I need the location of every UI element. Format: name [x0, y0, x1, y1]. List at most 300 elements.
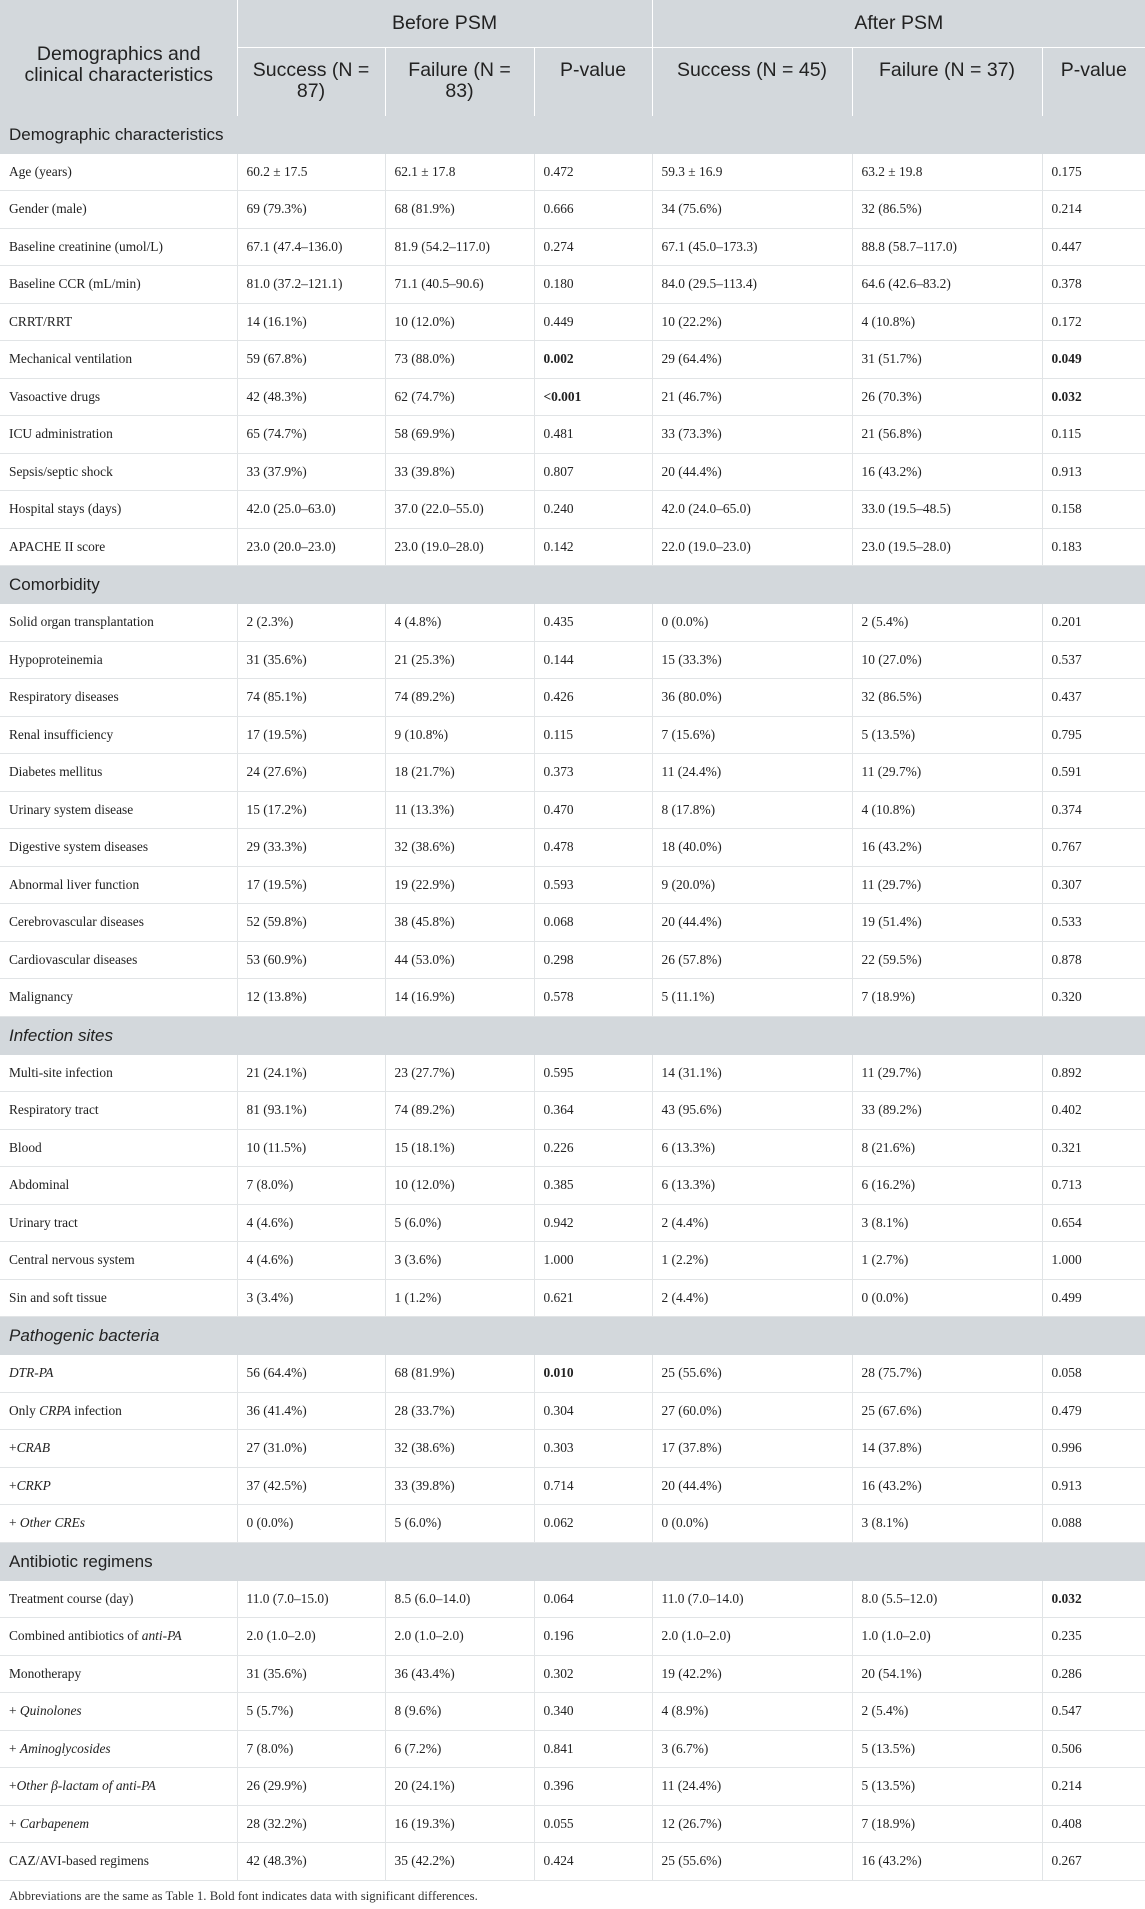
after-failure-cell: 2 (5.4%): [852, 604, 1042, 641]
row-label-part: +: [9, 1703, 20, 1719]
after-success-cell: 2 (4.4%): [652, 1279, 852, 1317]
after-failure-cell: 7 (18.9%): [852, 1805, 1042, 1843]
before-pvalue-cell: 0.226: [534, 1129, 652, 1167]
before-pvalue-cell: 0.595: [534, 1055, 652, 1092]
table-row: [0, 1467, 1145, 1505]
before-failure-cell: 38 (45.8%): [385, 904, 534, 942]
before-success-cell: 17 (19.5%): [237, 866, 385, 904]
row-label: Abdominal: [0, 1167, 237, 1205]
before-success-cell: 29 (33.3%): [237, 829, 385, 867]
before-success-cell: 5 (5.7%): [237, 1693, 385, 1731]
row-label: CAZ/AVI-based regimens: [0, 1843, 237, 1881]
row-label: Hypoproteinemia: [0, 641, 237, 679]
after-failure-cell: 5 (13.5%): [852, 1768, 1042, 1806]
row-label: Respiratory tract: [0, 1092, 237, 1130]
before-failure-cell: 62.1 ± 17.8: [385, 154, 534, 191]
before-pvalue-cell: 0.304: [534, 1392, 652, 1430]
table-row: [0, 191, 1145, 229]
row-label: Abnormal liver function: [0, 866, 237, 904]
after-success-cell: 20 (44.4%): [652, 904, 852, 942]
before-pvalue-cell: 0.142: [534, 528, 652, 566]
before-pvalue-cell: 0.942: [534, 1204, 652, 1242]
before-pvalue-cell: 0.002: [534, 341, 652, 379]
before-pvalue-cell: 0.666: [534, 191, 652, 229]
before-pvalue-cell: 0.449: [534, 303, 652, 341]
before-pvalue-cell: 0.298: [534, 941, 652, 979]
before-failure-cell: 44 (53.0%): [385, 941, 534, 979]
after-pvalue-cell: 0.499: [1042, 1279, 1145, 1317]
after-success-cell: 2 (4.4%): [652, 1204, 852, 1242]
after-failure-cell: 19 (51.4%): [852, 904, 1042, 942]
before-success-cell: 56 (64.4%): [237, 1355, 385, 1392]
after-pvalue-cell: 0.654: [1042, 1204, 1145, 1242]
before-success-cell: 31 (35.6%): [237, 1655, 385, 1693]
table-row: [0, 1618, 1145, 1656]
row-label-italic-part: CRKP: [16, 1477, 51, 1493]
before-pvalue-cell: <0.001: [534, 378, 652, 416]
before-pvalue-cell: 0.424: [534, 1843, 652, 1881]
before-success-cell: 0 (0.0%): [237, 1505, 385, 1543]
after-success-cell: 33 (73.3%): [652, 416, 852, 454]
after-success-cell: 11.0 (7.0–14.0): [652, 1581, 852, 1618]
after-success-cell: 6 (13.3%): [652, 1167, 852, 1205]
section-header-row: [0, 566, 1145, 605]
row-label-italic-part: Aminoglycosides: [19, 1740, 111, 1756]
before-pvalue-cell: 0.593: [534, 866, 652, 904]
before-failure-cell: 68 (81.9%): [385, 1355, 534, 1392]
before-success-cell: 33 (37.9%): [237, 453, 385, 491]
row-label-italic-part: Other β-lactam of anti-PA: [16, 1778, 156, 1794]
after-success-cell: 18 (40.0%): [652, 829, 852, 867]
table-row: [0, 528, 1145, 566]
after-success-cell: 20 (44.4%): [652, 1467, 852, 1505]
table-row: [0, 1505, 1145, 1543]
section-title: Infection sites: [0, 1016, 1145, 1055]
row-label: [0, 1805, 237, 1843]
before-success-cell: 15 (17.2%): [237, 791, 385, 829]
before-success-cell: 52 (59.8%): [237, 904, 385, 942]
before-pvalue-cell: 0.385: [534, 1167, 652, 1205]
row-label: Sin and soft tissue: [0, 1279, 237, 1317]
before-success-cell: 2 (2.3%): [237, 604, 385, 641]
after-pvalue-cell: 0.201: [1042, 604, 1145, 641]
after-pvalue-cell: 0.402: [1042, 1092, 1145, 1130]
after-failure-cell: 16 (43.2%): [852, 453, 1042, 491]
after-failure-cell: 23.0 (19.5–28.0): [852, 528, 1042, 566]
table-row: [0, 1581, 1145, 1618]
before-pvalue-cell: 0.302: [534, 1655, 652, 1693]
section-title: Pathogenic bacteria: [0, 1317, 1145, 1356]
table-row: [0, 754, 1145, 792]
before-success-cell: 23.0 (20.0–23.0): [237, 528, 385, 566]
after-pvalue-cell: 0.913: [1042, 1467, 1145, 1505]
before-failure-cell: 37.0 (22.0–55.0): [385, 491, 534, 529]
row-label: Respiratory diseases: [0, 679, 237, 717]
row-label: [0, 1618, 237, 1656]
after-failure-cell: 28 (75.7%): [852, 1355, 1042, 1392]
table-row: [0, 1430, 1145, 1468]
before-pvalue-cell: 0.062: [534, 1505, 652, 1543]
before-failure-cell: 8.5 (6.0–14.0): [385, 1581, 534, 1618]
before-failure-cell: 33 (39.8%): [385, 453, 534, 491]
table-row: [0, 491, 1145, 529]
before-failure-cell: 32 (38.6%): [385, 829, 534, 867]
before-failure-cell: 23.0 (19.0–28.0): [385, 528, 534, 566]
after-failure-cell: 88.8 (58.7–117.0): [852, 228, 1042, 266]
after-success-cell: 25 (55.6%): [652, 1355, 852, 1392]
before-failure-cell: 74 (89.2%): [385, 1092, 534, 1130]
before-failure-cell: 35 (42.2%): [385, 1843, 534, 1881]
before-failure-cell: 5 (6.0%): [385, 1204, 534, 1242]
table-row: [0, 1204, 1145, 1242]
before-success-cell: 28 (32.2%): [237, 1805, 385, 1843]
after-failure-cell: 14 (37.8%): [852, 1430, 1042, 1468]
after-pvalue-cell: 0.374: [1042, 791, 1145, 829]
before-failure-cell: 4 (4.8%): [385, 604, 534, 641]
row-label-part: Only: [9, 1402, 40, 1418]
before-success-cell: 4 (4.6%): [237, 1242, 385, 1280]
after-pvalue-cell: 0.183: [1042, 528, 1145, 566]
after-failure-cell: 33 (89.2%): [852, 1092, 1042, 1130]
table-row: [0, 416, 1145, 454]
before-failure-cell: 74 (89.2%): [385, 679, 534, 717]
header-before-failure: Failure (N = 83): [385, 48, 534, 116]
after-pvalue-cell: 0.115: [1042, 416, 1145, 454]
after-success-cell: 84.0 (29.5–113.4): [652, 266, 852, 304]
before-success-cell: 69 (79.3%): [237, 191, 385, 229]
after-failure-cell: 8 (21.6%): [852, 1129, 1042, 1167]
before-failure-cell: 9 (10.8%): [385, 716, 534, 754]
after-pvalue-cell: 0.378: [1042, 266, 1145, 304]
after-pvalue-cell: 0.547: [1042, 1693, 1145, 1731]
table-row: [0, 979, 1145, 1017]
row-label: Central nervous system: [0, 1242, 237, 1280]
after-success-cell: 22.0 (19.0–23.0): [652, 528, 852, 566]
after-success-cell: 34 (75.6%): [652, 191, 852, 229]
row-label: [0, 1467, 237, 1505]
row-label: DTR-PA: [0, 1355, 237, 1392]
after-failure-cell: 8.0 (5.5–12.0): [852, 1581, 1042, 1618]
after-failure-cell: 7 (18.9%): [852, 979, 1042, 1017]
row-label: Baseline CCR (mL/min): [0, 266, 237, 304]
after-success-cell: 20 (44.4%): [652, 453, 852, 491]
row-label: Baseline creatinine (umol/L): [0, 228, 237, 266]
before-pvalue-cell: 0.196: [534, 1618, 652, 1656]
after-success-cell: 11 (24.4%): [652, 1768, 852, 1806]
row-label-part: +: [9, 1440, 17, 1456]
after-pvalue-cell: 0.267: [1042, 1843, 1145, 1881]
after-success-cell: 11 (24.4%): [652, 754, 852, 792]
header-characteristics: Demographics and clinical characteristics: [0, 0, 237, 116]
row-label: [0, 1392, 237, 1430]
table-row: [0, 341, 1145, 379]
after-failure-cell: 11 (29.7%): [852, 866, 1042, 904]
row-label: Digestive system diseases: [0, 829, 237, 867]
before-failure-cell: 71.1 (40.5–90.6): [385, 266, 534, 304]
after-pvalue-cell: 0.214: [1042, 1768, 1145, 1806]
table-row: [0, 866, 1145, 904]
after-pvalue-cell: 0.320: [1042, 979, 1145, 1017]
after-pvalue-cell: 0.537: [1042, 641, 1145, 679]
before-pvalue-cell: 0.055: [534, 1805, 652, 1843]
before-success-cell: 67.1 (47.4–136.0): [237, 228, 385, 266]
before-success-cell: 26 (29.9%): [237, 1768, 385, 1806]
before-failure-cell: 10 (12.0%): [385, 303, 534, 341]
before-failure-cell: 62 (74.7%): [385, 378, 534, 416]
after-success-cell: 42.0 (24.0–65.0): [652, 491, 852, 529]
row-label: Blood: [0, 1129, 237, 1167]
before-pvalue-cell: 0.068: [534, 904, 652, 942]
row-label: Sepsis/septic shock: [0, 453, 237, 491]
before-success-cell: 10 (11.5%): [237, 1129, 385, 1167]
table-row: [0, 716, 1145, 754]
before-pvalue-cell: 0.364: [534, 1092, 652, 1130]
table-row: [0, 604, 1145, 641]
before-success-cell: 4 (4.6%): [237, 1204, 385, 1242]
row-label-part: +: [9, 1515, 20, 1531]
before-failure-cell: 5 (6.0%): [385, 1505, 534, 1543]
table-footnote: Abbreviations are the same as Table 1. Bold font indicates data with significant differences.: [9, 1888, 478, 1903]
after-pvalue-cell: 0.408: [1042, 1805, 1145, 1843]
after-pvalue-cell: 0.479: [1042, 1392, 1145, 1430]
after-failure-cell: 26 (70.3%): [852, 378, 1042, 416]
row-label: CRRT/RRT: [0, 303, 237, 341]
row-label-part: +: [9, 1778, 17, 1794]
section-header-row: [0, 1016, 1145, 1055]
before-pvalue-cell: 0.807: [534, 453, 652, 491]
before-success-cell: 37 (42.5%): [237, 1467, 385, 1505]
before-success-cell: 17 (19.5%): [237, 716, 385, 754]
after-failure-cell: 4 (10.8%): [852, 791, 1042, 829]
header-before-psm: Before PSM: [237, 0, 652, 48]
row-label: Hospital stays (days): [0, 491, 237, 529]
after-success-cell: 15 (33.3%): [652, 641, 852, 679]
before-success-cell: 74 (85.1%): [237, 679, 385, 717]
before-pvalue-cell: 0.144: [534, 641, 652, 679]
after-failure-cell: 11 (29.7%): [852, 1055, 1042, 1092]
after-failure-cell: 4 (10.8%): [852, 303, 1042, 341]
before-success-cell: 21 (24.1%): [237, 1055, 385, 1092]
table-row: [0, 378, 1145, 416]
after-success-cell: 3 (6.7%): [652, 1730, 852, 1768]
row-label: Mechanical ventilation: [0, 341, 237, 379]
table-row: [0, 1655, 1145, 1693]
after-success-cell: 7 (15.6%): [652, 716, 852, 754]
before-pvalue-cell: 0.435: [534, 604, 652, 641]
before-success-cell: 81.0 (37.2–121.1): [237, 266, 385, 304]
row-label: Solid organ transplantation: [0, 604, 237, 641]
after-pvalue-cell: 0.172: [1042, 303, 1145, 341]
after-failure-cell: 31 (51.7%): [852, 341, 1042, 379]
before-pvalue-cell: 0.578: [534, 979, 652, 1017]
table-header: [0, 0, 1145, 116]
row-label: Cardiovascular diseases: [0, 941, 237, 979]
table-row: [0, 941, 1145, 979]
after-pvalue-cell: 0.088: [1042, 1505, 1145, 1543]
after-success-cell: 26 (57.8%): [652, 941, 852, 979]
after-failure-cell: 5 (13.5%): [852, 1730, 1042, 1768]
row-label: [0, 1430, 237, 1468]
after-pvalue-cell: 0.533: [1042, 904, 1145, 942]
before-success-cell: 53 (60.9%): [237, 941, 385, 979]
after-failure-cell: 3 (8.1%): [852, 1204, 1042, 1242]
after-success-cell: 59.3 ± 16.9: [652, 154, 852, 191]
after-failure-cell: 3 (8.1%): [852, 1505, 1042, 1543]
row-label-part: infection: [70, 1402, 122, 1418]
after-success-cell: 2.0 (1.0–2.0): [652, 1618, 852, 1656]
after-pvalue-cell: 0.878: [1042, 941, 1145, 979]
row-label-italic-part: CRPA: [39, 1402, 71, 1418]
row-label-part: +: [9, 1740, 20, 1756]
after-success-cell: 14 (31.1%): [652, 1055, 852, 1092]
section-header-row: [0, 116, 1145, 154]
before-failure-cell: 6 (7.2%): [385, 1730, 534, 1768]
before-success-cell: 81 (93.1%): [237, 1092, 385, 1130]
after-failure-cell: 1.0 (1.0–2.0): [852, 1618, 1042, 1656]
before-success-cell: 42 (48.3%): [237, 378, 385, 416]
before-failure-cell: 58 (69.9%): [385, 416, 534, 454]
after-pvalue-cell: 0.235: [1042, 1618, 1145, 1656]
after-success-cell: 29 (64.4%): [652, 341, 852, 379]
row-label: Monotherapy: [0, 1655, 237, 1693]
before-failure-cell: 73 (88.0%): [385, 341, 534, 379]
table-row: [0, 679, 1145, 717]
after-failure-cell: 6 (16.2%): [852, 1167, 1042, 1205]
table-row: [0, 303, 1145, 341]
row-label: Renal insufficiency: [0, 716, 237, 754]
before-success-cell: 2.0 (1.0–2.0): [237, 1618, 385, 1656]
table-row: [0, 1129, 1145, 1167]
table-row: [0, 154, 1145, 191]
table-row: [0, 1392, 1145, 1430]
after-success-cell: 9 (20.0%): [652, 866, 852, 904]
section-title: Demographic characteristics: [0, 116, 1145, 154]
after-pvalue-cell: 0.713: [1042, 1167, 1145, 1205]
section-title: Antibiotic regimens: [0, 1542, 1145, 1581]
after-failure-cell: 5 (13.5%): [852, 716, 1042, 754]
before-failure-cell: 23 (27.7%): [385, 1055, 534, 1092]
before-success-cell: 14 (16.1%): [237, 303, 385, 341]
table-row: [0, 1693, 1145, 1731]
after-success-cell: 0 (0.0%): [652, 604, 852, 641]
row-label: Treatment course (day): [0, 1581, 237, 1618]
row-label: Multi-site infection: [0, 1055, 237, 1092]
after-pvalue-cell: 0.032: [1042, 1581, 1145, 1618]
after-pvalue-cell: 0.214: [1042, 191, 1145, 229]
after-success-cell: 10 (22.2%): [652, 303, 852, 341]
before-success-cell: 60.2 ± 17.5: [237, 154, 385, 191]
after-failure-cell: 32 (86.5%): [852, 191, 1042, 229]
section-title: Comorbidity: [0, 566, 1145, 605]
after-success-cell: 19 (42.2%): [652, 1655, 852, 1693]
before-failure-cell: 10 (12.0%): [385, 1167, 534, 1205]
row-label: [0, 1730, 237, 1768]
after-pvalue-cell: 0.032: [1042, 378, 1145, 416]
before-failure-cell: 28 (33.7%): [385, 1392, 534, 1430]
after-success-cell: 43 (95.6%): [652, 1092, 852, 1130]
before-success-cell: 7 (8.0%): [237, 1167, 385, 1205]
after-failure-cell: 10 (27.0%): [852, 641, 1042, 679]
row-label: Urinary tract: [0, 1204, 237, 1242]
table-row: [0, 266, 1145, 304]
row-label-italic-part: Other CREs: [19, 1515, 85, 1531]
before-failure-cell: 33 (39.8%): [385, 1467, 534, 1505]
before-failure-cell: 16 (19.3%): [385, 1805, 534, 1843]
row-label-part: +: [9, 1815, 20, 1831]
before-pvalue-cell: 0.240: [534, 491, 652, 529]
row-label-italic-part: anti-PA: [141, 1628, 182, 1644]
before-pvalue-cell: 0.010: [534, 1355, 652, 1392]
after-success-cell: 5 (11.1%): [652, 979, 852, 1017]
table-row: [0, 1092, 1145, 1130]
table-row: [0, 1730, 1145, 1768]
table-row: [0, 1279, 1145, 1317]
table-row: [0, 641, 1145, 679]
before-pvalue-cell: 0.396: [534, 1768, 652, 1806]
row-label: Cerebrovascular diseases: [0, 904, 237, 942]
before-failure-cell: 15 (18.1%): [385, 1129, 534, 1167]
after-pvalue-cell: 0.892: [1042, 1055, 1145, 1092]
header-after-pvalue: P-value: [1042, 48, 1145, 116]
after-pvalue-cell: 0.049: [1042, 341, 1145, 379]
after-pvalue-cell: 0.158: [1042, 491, 1145, 529]
after-failure-cell: 63.2 ± 19.8: [852, 154, 1042, 191]
after-failure-cell: 21 (56.8%): [852, 416, 1042, 454]
table-row: [0, 829, 1145, 867]
before-success-cell: 3 (3.4%): [237, 1279, 385, 1317]
after-pvalue-cell: 0.795: [1042, 716, 1145, 754]
before-pvalue-cell: 0.714: [534, 1467, 652, 1505]
before-failure-cell: 19 (22.9%): [385, 866, 534, 904]
after-failure-cell: 0 (0.0%): [852, 1279, 1042, 1317]
after-failure-cell: 64.6 (42.6–83.2): [852, 266, 1042, 304]
after-success-cell: 8 (17.8%): [652, 791, 852, 829]
before-success-cell: 36 (41.4%): [237, 1392, 385, 1430]
section-header-row: [0, 1542, 1145, 1581]
after-success-cell: 67.1 (45.0–173.3): [652, 228, 852, 266]
after-pvalue-cell: 0.447: [1042, 228, 1145, 266]
before-pvalue-cell: 0.426: [534, 679, 652, 717]
after-failure-cell: 2 (5.4%): [852, 1693, 1042, 1731]
after-pvalue-cell: 0.996: [1042, 1430, 1145, 1468]
after-pvalue-cell: 0.591: [1042, 754, 1145, 792]
header-after-failure: Failure (N = 37): [852, 48, 1042, 116]
row-label: Urinary system disease: [0, 791, 237, 829]
row-label: [0, 1768, 237, 1806]
before-failure-cell: 3 (3.6%): [385, 1242, 534, 1280]
after-pvalue-cell: 0.506: [1042, 1730, 1145, 1768]
row-label-italic-part: Quinolones: [19, 1703, 82, 1719]
after-failure-cell: 22 (59.5%): [852, 941, 1042, 979]
header-before-pvalue: P-value: [534, 48, 652, 116]
before-failure-cell: 68 (81.9%): [385, 191, 534, 229]
before-success-cell: 42 (48.3%): [237, 1843, 385, 1881]
after-success-cell: 12 (26.7%): [652, 1805, 852, 1843]
row-label-part: Combined antibiotics of: [9, 1628, 142, 1644]
row-label-italic-part: Carbapenem: [19, 1815, 90, 1831]
after-failure-cell: 32 (86.5%): [852, 679, 1042, 717]
table-row: [0, 1055, 1145, 1092]
header-after-psm: After PSM: [652, 0, 1145, 48]
before-failure-cell: 21 (25.3%): [385, 641, 534, 679]
after-pvalue-cell: 1.000: [1042, 1242, 1145, 1280]
after-success-cell: 6 (13.3%): [652, 1129, 852, 1167]
before-failure-cell: 1 (1.2%): [385, 1279, 534, 1317]
before-pvalue-cell: 0.478: [534, 829, 652, 867]
after-success-cell: 27 (60.0%): [652, 1392, 852, 1430]
row-label: [0, 1505, 237, 1543]
table-row: [0, 904, 1145, 942]
